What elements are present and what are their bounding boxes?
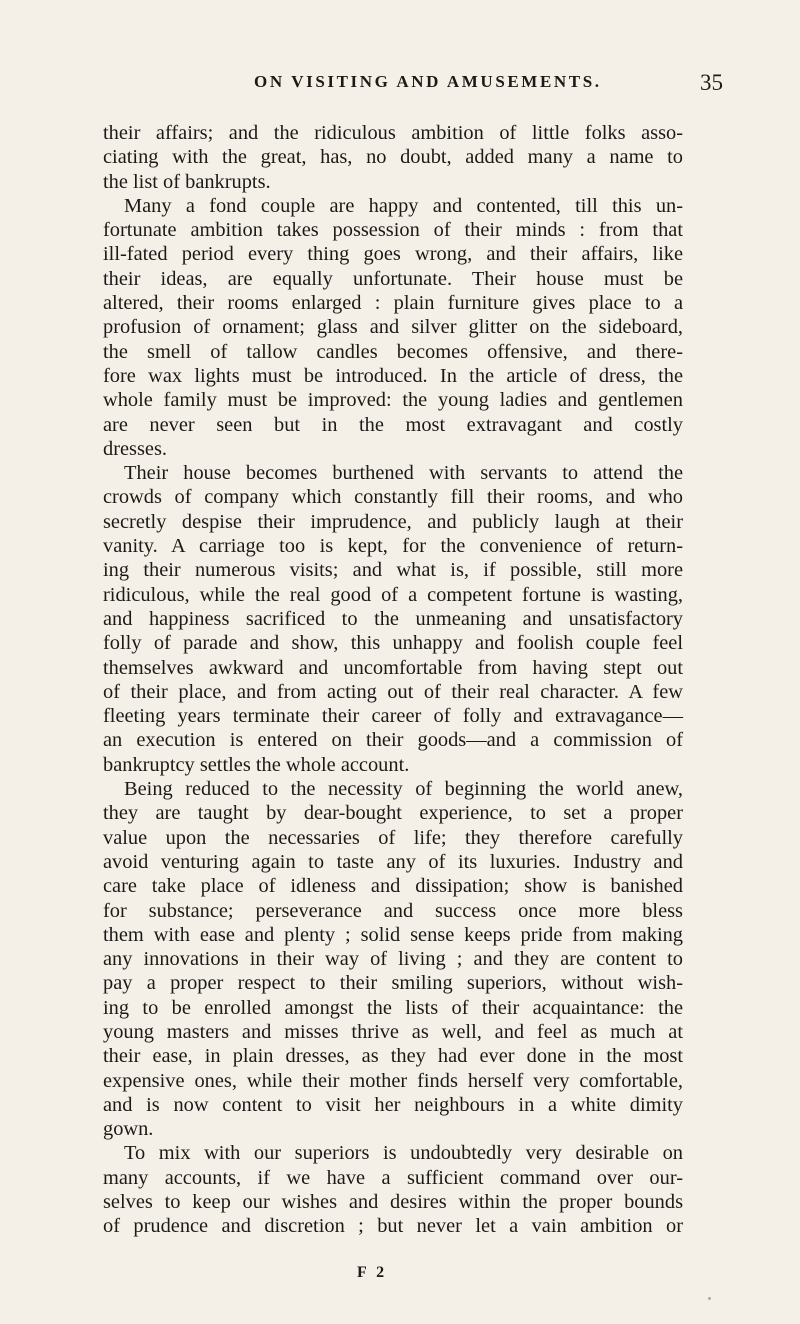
- text-line: them with ease and plenty ; solid sense keeps pride from making: [103, 923, 683, 946]
- signature-mark: F 2: [357, 1264, 388, 1281]
- text-line: and happiness sacrificed to the unmeaning and unsatisfactory: [103, 607, 683, 630]
- text-line: folly of parade and show, this unhappy and foolish couple feel: [103, 632, 683, 655]
- text-line: Many a fond couple are happy and contented, till this un-: [124, 194, 683, 217]
- text-line: they are taught by dear-bought experience, to set a proper: [103, 802, 683, 825]
- text-line: for substance; perseverance and success once more bless: [103, 899, 683, 922]
- text-line: gown.: [103, 1118, 154, 1141]
- text-line: value upon the necessaries of life; they therefore carefully: [103, 826, 683, 849]
- text-line: ill-fated period every thing goes wrong, and their affairs, like: [103, 243, 683, 266]
- text-line: altered, their rooms enlarged : plain furniture gives place to a: [103, 292, 683, 315]
- text-line: themselves awkward and uncomfortable from having stept out: [103, 656, 683, 679]
- text-line: are never seen but in the most extravagant and costly: [103, 413, 683, 436]
- text-line: the list of bankrupts.: [103, 170, 271, 193]
- text-line: vanity. A carriage too is kept, for the convenience of return-: [103, 535, 683, 558]
- text-line: their affairs; and the ridiculous ambition of little folks asso-: [103, 122, 683, 144]
- text-line: of prudence and discretion ; but never let a vain ambition or: [103, 1215, 683, 1238]
- running-title: ON VISITING AND AMUSEMENTS.: [254, 72, 602, 91]
- running-head: [0, 72, 800, 102]
- text-line: fortunate ambition takes possession of their minds : from that: [103, 219, 683, 242]
- text-line: To mix with our superiors is undoubtedly very desirable on: [124, 1142, 683, 1165]
- text-line: dresses.: [103, 437, 167, 460]
- text-line: and is now content to visit her neighbours in a white dimity: [103, 1093, 683, 1116]
- text-line: crowds of company which constantly fill their rooms, and who: [103, 486, 683, 509]
- text-line: expensive ones, while their mother finds herself very comfortable,: [103, 1069, 683, 1092]
- text-line: bankruptcy settles the whole account.: [103, 753, 410, 776]
- text-line: their ease, in plain dresses, as they had ever done in the most: [103, 1045, 683, 1068]
- text-line: Their house becomes burthened with servants to attend the: [124, 462, 683, 485]
- page-number: 35: [700, 70, 723, 95]
- text-line: young masters and misses thrive as well, and feel as much at: [103, 1020, 683, 1043]
- text-line: fore wax lights must be introduced. In the article of dress, the: [103, 364, 683, 387]
- text-line: profusion of ornament; glass and silver glitter on the sideboard,: [103, 316, 683, 339]
- text-line: care take place of idleness and dissipation; show is banished: [103, 875, 683, 898]
- text-line: their ideas, are equally unfortunate. Their house must be: [103, 267, 683, 290]
- text-line: ciating with the great, has, no doubt, added many a name to: [103, 146, 683, 169]
- text-line: whole family must be improved: the young ladies and gentlemen: [103, 389, 683, 412]
- text-line: an execution is entered on their goods—and a commission of: [103, 729, 683, 752]
- text-line: ridiculous, while the real good of a competent fortune is wasting,: [103, 583, 683, 606]
- text-line: any innovations in their way of living ; and they are content to: [103, 948, 683, 971]
- body-text: [103, 121, 683, 1239]
- text-line: selves to keep our wishes and desires within the proper bounds: [103, 1191, 683, 1214]
- text-line: ing to be enrolled amongst the lists of their acquaintance: the: [103, 996, 683, 1019]
- text-line: of their place, and from acting out of their real character. A few: [103, 680, 683, 703]
- text-line: the smell of tallow candles becomes offensive, and there-: [103, 340, 683, 363]
- ink-speck: [708, 1297, 711, 1300]
- text-line: ing their numerous visits; and what is, if possible, still more: [103, 559, 683, 582]
- text-line: Being reduced to the necessity of beginning the world anew,: [124, 778, 683, 801]
- text-line: many accounts, if we have a sufficient command over our-: [103, 1166, 683, 1189]
- text-line: secretly despise their imprudence, and publicly laugh at their: [103, 510, 683, 533]
- text-line: avoid venturing again to taste any of its luxuries. Industry and: [103, 850, 683, 873]
- text-line: fleeting years terminate their career of folly and extravagance—: [103, 705, 683, 728]
- text-line: pay a proper respect to their smiling superiors, without wish-: [103, 972, 683, 995]
